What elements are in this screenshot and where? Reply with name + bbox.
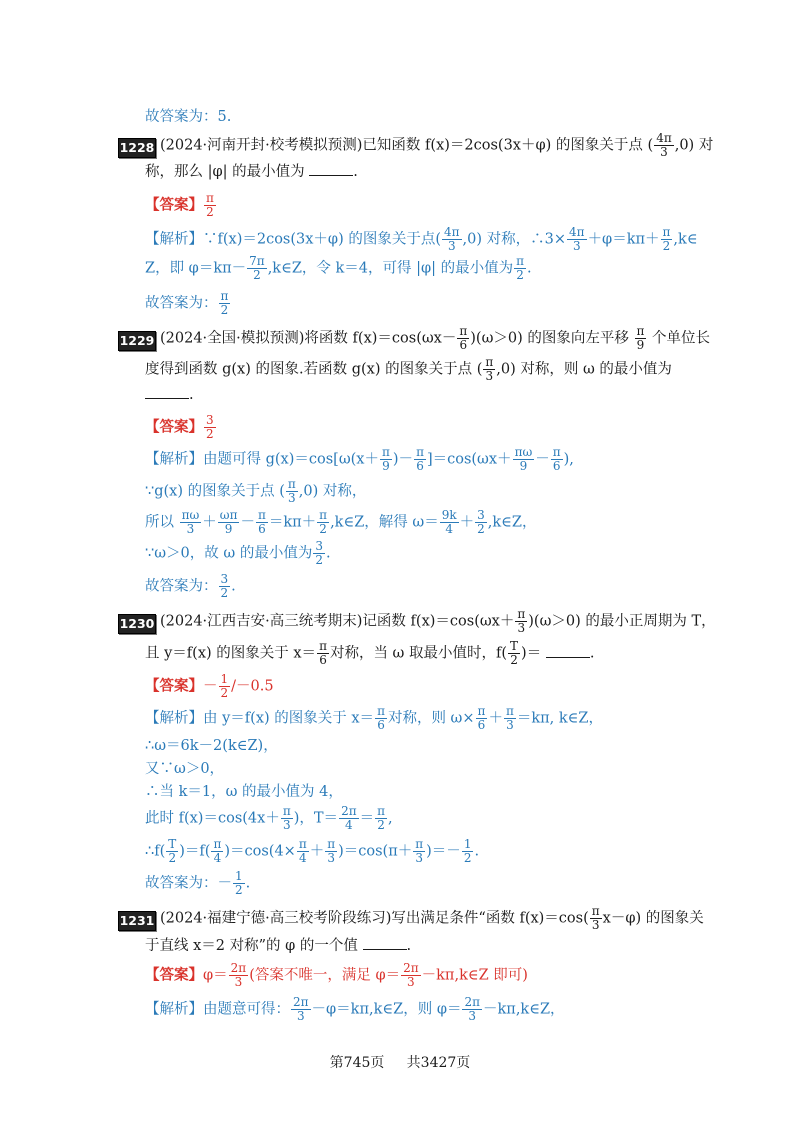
fraction: $\frac{\pi}{6}$	[477, 704, 486, 732]
fraction: $\frac{\pi}{6}$	[257, 508, 266, 536]
fraction: $\frac{4\pi}{3}$	[656, 131, 672, 159]
fraction: $\frac{3}{2}$	[315, 539, 323, 567]
fraction: $\frac{2\pi}{3}$	[403, 961, 419, 989]
fraction: $\frac{9k}{4}$	[441, 508, 457, 536]
fraction: $\frac{\pi}{3}$	[327, 837, 336, 865]
question-1228-line-2: 称，那么 |φ| 的最小值为 .	[145, 161, 760, 183]
fraction: $\frac{\pi}{3}$	[485, 355, 494, 383]
fraction: $\frac{2\pi}{4}$	[341, 804, 357, 832]
fraction: $\frac{\pi}{3}$	[287, 477, 296, 505]
fraction: $\frac{\pi}{2}$	[206, 191, 214, 219]
solution-1229-line-1: 【解析】由题可得 g(x)＝cos[ω(x＋ $\frac{\pi}{9}$ )－ $\frac{\pi}{6}$ ]＝cos(ωx＋ $\frac{\pi\omega}{9}$ － $\frac{\pi}{6}$ ),	[145, 445, 574, 473]
fraction: $\frac{\pi}{2}$	[319, 508, 328, 536]
solution-1230-line-6: ∴f( $\frac{T}{2}$ )＝f( $\frac{\pi}{4}$ )＝cos(4× $\frac{\pi}{4}$ ＋ $\frac{\pi}{3}$ )＝cos(π＋ $\frac{\pi}{3}$ )＝－ $\frac{1}{2}$ .	[145, 837, 480, 865]
answer-1229: 【答案】 $\frac{3}{2}$	[145, 413, 214, 441]
solution-1228-line-2: Z，即 φ＝kπ－ $\frac{7\pi}{2}$ ,k∈Z，令 k＝4，可得 |φ| 的最小值为 $\frac{\pi}{2}$ .	[145, 254, 532, 282]
answer-1228: 【答案】 $\frac{\pi}{2}$	[145, 191, 214, 219]
fraction: $\frac{\pi}{2}$	[516, 254, 525, 282]
solution-1230-line-3: 又∵ω＞0，	[145, 761, 225, 777]
question-1230-line-2: 且 y＝f(x) 的图象关于 x＝ $\frac{\pi}{6}$ 对称，当 ω 取最小值时，f( $\frac{T}{2}$ )＝ .	[145, 639, 595, 667]
fraction: $\frac{1}{2}$	[220, 672, 229, 700]
fraction: $\frac{T}{2}$	[168, 837, 177, 865]
fraction: $\frac{\pi}{4}$	[298, 837, 307, 865]
final-answer-1230: 故答案为：－ $\frac{1}{2}$ .	[145, 869, 251, 897]
fraction: $\frac{1}{2}$	[463, 837, 472, 865]
question-1228-line-1: (2024·河南开封·校考模拟预测)已知函数 f(x)＝2cos(3x＋φ) 的图象关于点 ( $\frac{4\pi}{3}$ ,0) 对	[160, 131, 714, 159]
fraction: $\frac{\pi}{9}$	[636, 324, 645, 352]
solution-1229-line-2: ∵g(x) 的图象关于点 ( $\frac{\pi}{3}$ ,0) 对称，	[145, 477, 367, 505]
fraction: $\frac{\omega\pi}{9}$	[219, 508, 238, 536]
question-number-badge: 1230	[118, 614, 156, 634]
fraction: $\frac{\pi\omega}{9}$	[514, 445, 533, 473]
question-1230-line-1: (2024·江西吉安·高三统考期末)记函数 f(x)＝cos(ωx＋ $\frac{\pi}{3}$ )(ω＞0) 的最小正周期为 T，	[160, 607, 716, 635]
solution-1230-line-5: 此时 f(x)＝cos(4x＋ $\frac{\pi}{3}$ )，T＝ $\frac{2\pi}{4}$ ＝ $\frac{\pi}{2}$ ,	[145, 804, 393, 832]
fraction: $\frac{\pi}{3}$	[505, 704, 514, 732]
fraction: $\frac{3}{2}$	[206, 413, 214, 441]
fraction: $\frac{\pi}{3}$	[517, 607, 526, 635]
fraction: $\frac{\pi}{4}$	[213, 837, 222, 865]
fraction: $\frac{7\pi}{2}$	[249, 254, 265, 282]
solution-1230-line-2: ∴ω＝6k－2(k∈Z)，	[145, 738, 278, 754]
fraction: $\frac{\pi}{2}$	[662, 225, 671, 253]
fraction: $\frac{\pi}{6}$	[377, 704, 385, 732]
fraction: $\frac{1}{2}$	[235, 869, 243, 897]
fraction: $\frac{\pi\omega}{3}$	[181, 508, 200, 536]
fraction: $\frac{2\pi}{3}$	[464, 995, 480, 1023]
answer-1231: 【答案】φ＝ $\frac{2\pi}{3}$ (答案不唯一，满足 φ＝ $\frac{2\pi}{3}$ －kπ,k∈Z 即可)	[145, 961, 528, 989]
fraction: $\frac{\pi}{6}$	[416, 445, 424, 473]
solution-1230-line-4: ∴当 k＝1，ω 的最小值为 4，	[145, 784, 343, 800]
solution-1231-line-1: 【解析】由题意可得： $\frac{2\pi}{3}$ －φ＝kπ,k∈Z，则 φ＝ $\frac{2\pi}{3}$ －kπ,k∈Z，	[145, 995, 565, 1023]
solution-1229-line-3: 所以 $\frac{\pi\omega}{3}$ ＋ $\frac{\omega\pi}{9}$ － $\frac{\pi}{6}$ ＝kπ＋ $\frac{\pi}{2}$ ,k∈Z，解得 ω＝ $\frac{9k}{4}$ ＋ $\frac{3}{2}$ ,k∈Z，	[145, 508, 537, 536]
answer-line-prev: 故答案为：5.	[145, 109, 232, 125]
answer-blank[interactable]	[363, 935, 407, 950]
answer-blank[interactable]	[546, 643, 590, 658]
fraction: $\frac{4\pi}{3}$	[444, 225, 460, 253]
fraction: $\frac{\pi}{6}$	[459, 324, 468, 352]
solution-1229-line-4: ∵ω＞0，故 ω 的最小值为 $\frac{3}{2}$ .	[145, 539, 331, 567]
page-footer	[0, 1052, 800, 1072]
page-number: 第745页	[329, 1055, 385, 1071]
answer-blank[interactable]	[309, 161, 353, 176]
question-1229-line-2: 度得到函数 g(x) 的图象.若函数 g(x) 的图象关于点 ( $\frac{\pi}{3}$ ,0) 对称，则 ω 的最小值为	[145, 355, 672, 383]
question-number-badge: 1228	[118, 138, 156, 158]
fraction: $\frac{\pi}{3}$	[282, 804, 291, 832]
fraction: $\frac{\pi}{6}$	[319, 639, 327, 667]
fraction: $\frac{2\pi}{3}$	[293, 995, 309, 1023]
question-1231-line-1: (2024·福建宁德·高三校考阶段练习)写出满足条件“函数 f(x)＝cos( $\frac{\pi}{3}$ x－φ) 的图象关	[160, 904, 704, 932]
final-answer-1229: 故答案为： $\frac{3}{2}$ .	[145, 572, 236, 600]
question-1229-line-1: (2024·全国·模拟预测)将函数 f(x)＝cos(ωx－ $\frac{\pi}{6}$ )(ω＞0) 的图象向左平移 $\frac{\pi}{9}$ 个单位长	[160, 324, 710, 352]
solution-1228-line-1: 【解析】∵f(x)＝2cos(3x＋φ) 的图象关于点( $\frac{4\pi}{3}$ ,0) 对称，∴3× $\frac{4\pi}{3}$ ＋φ＝kπ＋ $\frac{\pi}{2}$ ,k∈	[145, 225, 698, 253]
fraction: $\frac{\pi}{6}$	[552, 445, 561, 473]
answer-blank[interactable]	[145, 384, 189, 399]
fraction: $\frac{\pi}{2}$	[220, 289, 229, 317]
fraction: $\frac{\pi}{9}$	[382, 445, 390, 473]
question-number-badge: 1229	[118, 331, 156, 351]
final-answer-1228: 故答案为： $\frac{\pi}{2}$	[145, 289, 229, 317]
fraction: $\frac{\pi}{3}$	[415, 837, 424, 865]
fraction: $\frac{2\pi}{3}$	[230, 961, 247, 989]
question-1229-line-3: .	[145, 384, 760, 406]
fraction: $\frac{3}{2}$	[220, 572, 229, 600]
fraction: $\frac{\pi}{3}$	[591, 904, 600, 932]
solution-1230-line-1: 【解析】由 y＝f(x) 的图象关于 x＝ $\frac{\pi}{6}$ 对称，则 ω× $\frac{\pi}{6}$ ＋ $\frac{\pi}{3}$ ＝kπ, k∈Z，	[145, 704, 603, 732]
fraction: $\frac{\pi}{2}$	[377, 804, 385, 832]
page-total: 共3427页	[406, 1055, 471, 1071]
answer-1230: 【答案】－ $\frac{1}{2}$ /－0.5	[145, 672, 274, 700]
question-1231-line-2: 于直线 x＝2 对称”的 φ 的一个值 .	[145, 935, 760, 957]
question-number-badge: 1231	[118, 911, 156, 931]
fraction: $\frac{T}{2}$	[510, 639, 519, 667]
fraction: $\frac{4\pi}{3}$	[569, 225, 585, 253]
fraction: $\frac{3}{2}$	[477, 508, 485, 536]
